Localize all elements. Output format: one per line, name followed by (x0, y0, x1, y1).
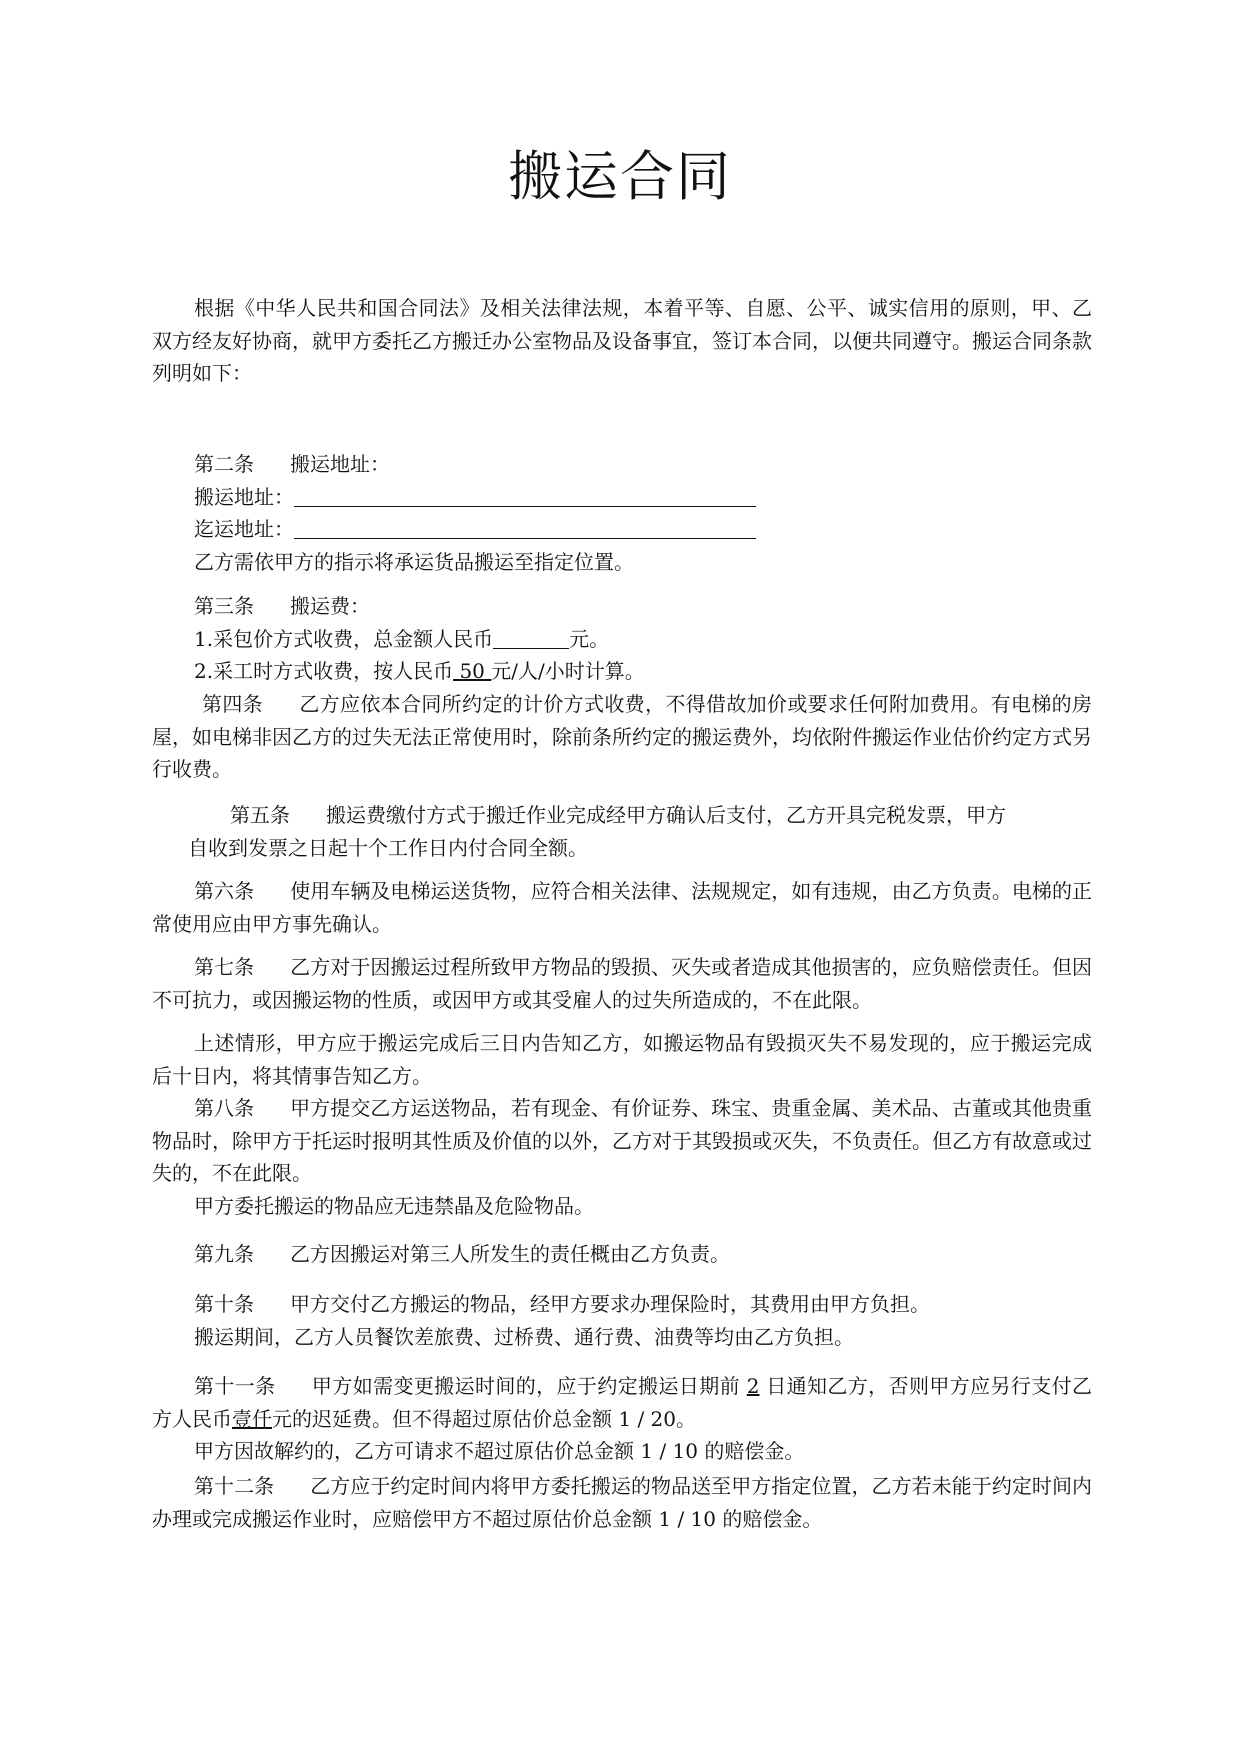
intro-text: 根据《中华人民共和国合同法》及相关法律法规，本着平等、自愿、公平、诚实信用的原则，甲、乙双方经友好协商，就甲方委托乙方搬迁办公室物品及设备事宜，签订本合同，以便共同遵守。搬运合同条款列明如下： (152, 296, 1092, 385)
article-2-title: 搬运地址： (290, 452, 390, 476)
article-7-supplement-text: 上述情形，甲方应于搬运完成后三日内告知乙方，如搬运物品有毁损灭失不易发现的，应于搬运完成后十日内，将其情事告知乙方。 (152, 1031, 1092, 1088)
fee-item-2-text: 2.采工时方式收费，按人民币 (194, 659, 454, 683)
article-6 (152, 875, 1092, 940)
article-9-head: 第九条 (194, 1242, 254, 1266)
article-11-supplement: 甲方因故解约的，乙方可请求不超过原估价总金额 1 / 10 的赔偿金。 (194, 1439, 805, 1463)
article-11-head: 第十一条 (194, 1374, 276, 1398)
article-12 (152, 1470, 1092, 1535)
article-12-head: 第十二条 (194, 1474, 275, 1498)
article-11-text-1: 甲方如需变更搬运时间的，应于约定搬运日期前 (311, 1374, 741, 1398)
article-4 (152, 688, 1092, 786)
delay-fee-amount: 壹仟 (232, 1406, 272, 1431)
article-2 (152, 448, 1092, 578)
article-8-text: 甲方提交乙方运送物品，若有现金、有价证券、珠宝、贵重金属、美术品、古董或其他贵重物品时，除甲方于托运时报明其性质及价值的以外，乙方对于其毁损或灭失，不负责任。但乙方有故意或过失的，不在此限。 (152, 1096, 1093, 1185)
article-8 (152, 1092, 1092, 1222)
article-10 (152, 1288, 1092, 1353)
article-11-text-3: 元的迟延费。但不得超过原估价总金额 1 / 20。 (272, 1406, 696, 1431)
to-address-blank (294, 518, 756, 539)
from-address-blank (294, 486, 756, 507)
article-4-text: 乙方应依本合同所约定的计价方式收费，不得借故加价或要求任何附加费用。有电梯的房屋，如电梯非因乙方的过失无法正常使用时，除前条所约定的搬运费外，均依附件搬运作业估价约定方式另行收费。 (152, 692, 1092, 781)
article-7-text: 乙方对于因搬运过程所致甲方物品的毁损、灭失或者造成其他损害的，应负赔偿责任。但因不可抗力，或因搬运物的性质，或因甲方或其受雇人的过失所造成的，不在此限。 (152, 955, 1093, 1012)
article-11-text-2: 日通知乙方，否则甲方应另行支付乙方人民币 (152, 1374, 1093, 1431)
fee-item-1-unit: 元。 (569, 626, 610, 651)
article-5-head: 第五条 (230, 803, 290, 827)
article-8-supplement: 甲方委托搬运的物品应无违禁晶及危险物品。 (194, 1193, 594, 1218)
article-9-text: 乙方因搬运对第三人所发生的责任概由乙方负责。 (290, 1242, 730, 1266)
fee-item-2-unit: 元/人/小时计算。 (491, 659, 645, 683)
hourly-rate-value: 50 (459, 659, 485, 683)
article-5-line2: 自收到发票之日起十个工作日内付合同全额。 (188, 835, 588, 860)
fee-item-1-text: 1.采包价方式收费，总金额人民币 (194, 626, 494, 651)
total-amount-blank (493, 628, 569, 649)
article-11 (152, 1370, 1092, 1468)
to-address-label: 迄运地址： (194, 517, 294, 541)
article-3 (152, 590, 1092, 688)
article-7-supplement (152, 1027, 1092, 1092)
article-3-head: 第三条 (194, 594, 254, 618)
article-9 (152, 1238, 1092, 1271)
article-3-title: 搬运费： (290, 594, 370, 618)
article-12-text: 乙方应于约定时间内将甲方委托搬运的物品送至甲方指定位置，乙方若未能于约定时间内办理或完成搬运作业时，应赔偿甲方不超过原估价总金额 1 / 10 的赔偿金。 (152, 1474, 1093, 1531)
article-6-text: 使用车辆及电梯运送货物，应符合相关法律、法规规定，如有违规，由乙方负责。电梯的正常使用应由甲方事先确认。 (152, 879, 1093, 936)
intro-block (152, 292, 1092, 390)
article-10-text: 甲方交付乙方搬运的物品，经甲方要求办理保险时，其费用由甲方负担。 (290, 1292, 930, 1316)
notice-days-value: 2 (746, 1374, 760, 1398)
article-5 (152, 799, 1092, 864)
article-7-head: 第七条 (194, 955, 255, 979)
page-title: 搬运合同 (508, 145, 732, 208)
article-10-head: 第十条 (194, 1292, 254, 1316)
article-2-note: 乙方需依甲方的指示将承运货品搬运至指定位置。 (194, 549, 634, 574)
article-5-line1: 搬运费缴付方式于搬迁作业完成经甲方确认后支付，乙方开具完税发票，甲方 (326, 803, 1006, 827)
article-6-head: 第六条 (194, 879, 255, 903)
from-address-label: 搬运地址： (194, 484, 294, 509)
article-7 (152, 951, 1092, 1016)
article-10-supplement: 搬运期间，乙方人员餐饮差旅费、过桥费、通行费、油费等均由乙方负担。 (194, 1324, 854, 1349)
article-4-head: 第四条 (202, 692, 263, 716)
article-8-head: 第八条 (194, 1096, 255, 1120)
article-2-head: 第二条 (194, 452, 254, 476)
